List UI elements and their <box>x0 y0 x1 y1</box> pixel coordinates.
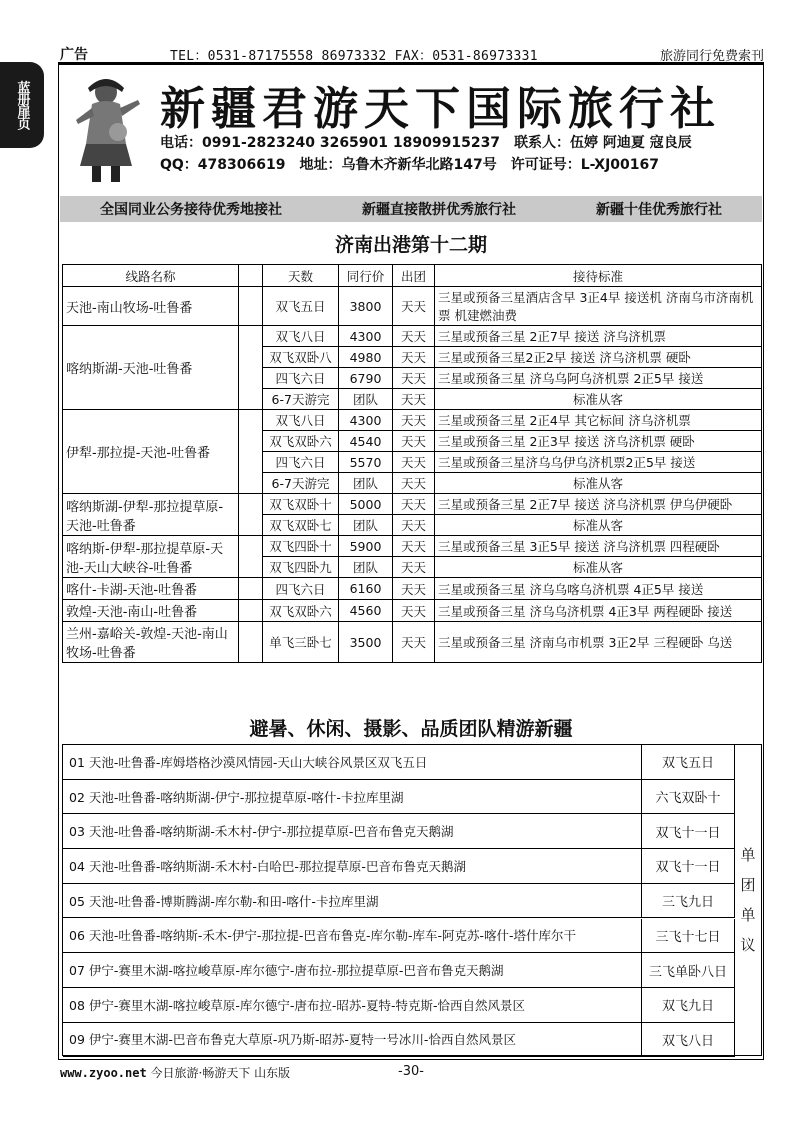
tour-list <box>62 744 762 1056</box>
route-name: 喀纳斯湖-天池-吐鲁番 <box>63 326 239 410</box>
license-number: 许可证号：L-XJ00167 <box>510 157 660 173</box>
tour-duration: 六飞双卧十 <box>641 780 735 815</box>
route-days: 四飞六日 <box>263 578 339 600</box>
route-standard: 三星或预备三星酒店含早 3正4早 接送机 济南乌市济南机票 机建燃油费 <box>435 287 762 326</box>
route-departure: 天天 <box>393 578 435 600</box>
route-days: 双飞八日 <box>263 410 339 431</box>
footer <box>60 1064 440 1081</box>
route-days: 双飞双卧六 <box>263 600 339 622</box>
top-bar <box>58 44 764 64</box>
route-standard: 标准从客 <box>435 389 762 410</box>
route-days: 双飞双卧七 <box>263 515 339 536</box>
route-table <box>62 264 762 663</box>
tour-note-char: 团 <box>740 876 756 894</box>
footer-tagline: 今日旅游·畅游天下 山东版 <box>150 1066 291 1080</box>
route-days: 6-7天游完 <box>263 389 339 410</box>
route-departure: 天天 <box>393 494 435 515</box>
contact-people: 联系人：伍婷 阿迪夏 寇良辰 <box>514 135 692 151</box>
table-row <box>63 578 762 600</box>
table-row <box>63 536 762 557</box>
company-header <box>60 66 762 192</box>
tour-duration: 三飞十七日 <box>641 919 735 954</box>
route-price: 团队 <box>339 473 393 494</box>
route-departure: 天天 <box>393 515 435 536</box>
tour-route: 07 伊宁-赛里木湖-喀拉峻草原-库尔德宁-唐布拉-那拉提草原-巴音布鲁克天鹅湖 <box>63 953 641 988</box>
route-blank-cell <box>239 536 263 578</box>
route-price: 团队 <box>339 389 393 410</box>
tour-route: 04 天池-吐鲁番-喀纳斯湖-禾木村-白哈巴-那拉提草原-巴音布鲁克天鹅湖 <box>63 849 641 884</box>
route-days: 6-7天游完 <box>263 473 339 494</box>
route-price: 6790 <box>339 368 393 389</box>
route-name: 喀什-卡湖-天池-吐鲁番 <box>63 578 239 600</box>
company-name: 新疆君游天下国际旅行社 <box>160 82 722 135</box>
route-standard: 三星或预备三星济乌乌伊乌济机票2正5早 接送 <box>435 452 762 473</box>
route-blank-cell <box>239 326 263 410</box>
table-header-row <box>63 265 762 287</box>
route-standard: 标准从客 <box>435 515 762 536</box>
tour-duration: 双飞十一日 <box>641 849 735 884</box>
route-departure: 天天 <box>393 431 435 452</box>
route-days: 单飞三卧七 <box>263 622 339 663</box>
route-name: 天池-南山牧场-吐鲁番 <box>63 287 239 326</box>
contact-line-2 <box>160 154 673 174</box>
route-standard: 三星或预备三星 2正3早 接送 济乌济机票 硬卧 <box>435 431 762 452</box>
tour-duration: 双飞五日 <box>641 745 735 780</box>
footer-url: www.zyoo.net <box>60 1066 147 1080</box>
route-blank-cell <box>239 287 263 326</box>
route-departure: 天天 <box>393 347 435 368</box>
route-days: 双飞双卧六 <box>263 431 339 452</box>
route-departure: 天天 <box>393 389 435 410</box>
route-blank-cell <box>239 410 263 494</box>
tour-duration: 三飞单卧八日 <box>641 953 735 988</box>
section-title-tours: 避暑、休闲、摄影、品质团队精游新疆 <box>249 718 573 740</box>
honor-item: 全国同业公务接待优秀地接社 <box>100 202 282 218</box>
route-price: 4540 <box>339 431 393 452</box>
qq-number: QQ：478306619 <box>160 157 286 173</box>
route-standard: 三星或预备三星 济乌乌阿乌济机票 2正5早 接送 <box>435 368 762 389</box>
route-price: 6160 <box>339 578 393 600</box>
section-title-jinan: 济南出港第十二期 <box>334 234 487 256</box>
route-standard: 三星或预备三星 2正7早 接送 济乌济机票 伊乌伊硬卧 <box>435 494 762 515</box>
tour-duration: 双飞八日 <box>641 1023 735 1058</box>
route-blank-cell <box>239 600 263 622</box>
route-name: 喀纳斯湖-伊犁-那拉提草原-天池-吐鲁番 <box>63 494 239 536</box>
side-tab: 蓝册扉页 <box>0 62 44 148</box>
free-copy-note: 旅游同行免费索刊 <box>659 49 764 64</box>
contact-line-1 <box>160 132 706 152</box>
table-row <box>63 287 762 326</box>
page-number: -30- <box>398 1064 424 1079</box>
route-standard: 三星或预备三星 济南乌市机票 3正2早 三程硬卧 乌送 <box>435 622 762 663</box>
route-days: 双飞五日 <box>263 287 339 326</box>
tour-duration: 双飞九日 <box>641 988 735 1023</box>
tour-route: 03 天池-吐鲁番-喀纳斯湖-禾木村-伊宁-那拉提草原-巴音布鲁克天鹅湖 <box>63 814 641 849</box>
address: 地址：乌鲁木齐新华北路147号 <box>299 157 497 173</box>
tour-note-char: 单 <box>740 846 756 864</box>
route-name: 伊犁-那拉提-天池-吐鲁番 <box>63 410 239 494</box>
route-departure: 天天 <box>393 600 435 622</box>
route-standard: 三星或预备三星 济乌乌济机票 4正3早 两程硬卧 接送 <box>435 600 762 622</box>
route-days: 双飞双卧十 <box>263 494 339 515</box>
route-price: 5570 <box>339 452 393 473</box>
tour-route: 05 天池-吐鲁番-博斯腾湖-库尔勒-和田-喀什-卡拉库里湖 <box>63 884 641 919</box>
route-price: 4300 <box>339 410 393 431</box>
dancer-illustration-icon <box>66 70 146 186</box>
route-blank-cell <box>239 494 263 536</box>
route-price: 5000 <box>339 494 393 515</box>
honors-band <box>60 196 762 222</box>
table-row <box>63 600 762 622</box>
route-blank-cell <box>239 622 263 663</box>
route-name: 敦煌-天池-南山-吐鲁番 <box>63 600 239 622</box>
route-price: 4980 <box>339 347 393 368</box>
tour-duration: 双飞十一日 <box>641 814 735 849</box>
header-blank <box>239 265 263 287</box>
route-standard: 三星或预备三星2正2早 接送 济乌济机票 硬卧 <box>435 347 762 368</box>
honor-item: 新疆十佳优秀旅行社 <box>596 202 722 218</box>
table-row <box>63 494 762 515</box>
route-days: 双飞双卧八 <box>263 347 339 368</box>
tour-route: 02 天池-吐鲁番-喀纳斯湖-伊宁-那拉提草原-喀什-卡拉库里湖 <box>63 780 641 815</box>
route-days: 双飞八日 <box>263 326 339 347</box>
tour-route: 06 天池-吐鲁番-喀纳斯-禾木-伊宁-那拉提-巴音布鲁克-库尔勒-库车-阿克苏-喀什-塔什库尔干 <box>63 919 641 954</box>
route-price: 团队 <box>339 557 393 578</box>
route-departure: 天天 <box>393 473 435 494</box>
tour-note <box>735 745 761 1055</box>
ad-label: 广告 <box>60 47 88 63</box>
route-name: 兰州-嘉峪关-敦煌-天池-南山牧场-吐鲁番 <box>63 622 239 663</box>
tel-fax-line: TEL：0531-87175558 86973332 FAX：0531-86973331 <box>170 49 538 64</box>
table-row <box>63 622 762 663</box>
route-price: 4300 <box>339 326 393 347</box>
route-departure: 天天 <box>393 326 435 347</box>
route-departure: 天天 <box>393 557 435 578</box>
route-standard: 三星或预备三星 济乌乌喀乌济机票 4正5早 接送 <box>435 578 762 600</box>
route-name: 喀纳斯-伊犁-那拉提草原-天池-天山大峡谷-吐鲁番 <box>63 536 239 578</box>
route-price: 4560 <box>339 600 393 622</box>
route-departure: 天天 <box>393 287 435 326</box>
route-standard: 标准从客 <box>435 473 762 494</box>
route-departure: 天天 <box>393 452 435 473</box>
route-days: 双飞四卧九 <box>263 557 339 578</box>
route-standard: 三星或预备三星 3正5早 接送 济乌济机票 四程硬卧 <box>435 536 762 557</box>
route-standard: 三星或预备三星 2正4早 其它标间 济乌济机票 <box>435 410 762 431</box>
route-departure: 天天 <box>393 622 435 663</box>
route-standard: 三星或预备三星 2正7早 接送 济乌济机票 <box>435 326 762 347</box>
header-price: 同行价 <box>339 265 393 287</box>
table-row <box>63 326 762 347</box>
header-dep: 出团 <box>393 265 435 287</box>
header-days: 天数 <box>263 265 339 287</box>
route-blank-cell <box>239 578 263 600</box>
route-price: 团队 <box>339 515 393 536</box>
tour-note-char: 议 <box>740 936 756 954</box>
tour-route: 08 伊宁-赛里木湖-喀拉峻草原-库尔德宁-唐布拉-昭苏-夏特-特克斯-恰西自然风景区 <box>63 988 641 1023</box>
route-price: 5900 <box>339 536 393 557</box>
route-departure: 天天 <box>393 410 435 431</box>
table-row <box>63 410 762 431</box>
route-price: 3500 <box>339 622 393 663</box>
tour-route: 09 伊宁-赛里木湖-巴音布鲁克大草原-巩乃斯-昭苏-夏特一号冰川-恰西自然风景区 <box>63 1023 641 1058</box>
route-days: 双飞四卧十 <box>263 536 339 557</box>
tour-route: 01 天池-吐鲁番-库姆塔格沙漠风情园-天山大峡谷风景区双飞五日 <box>63 745 641 780</box>
route-standard: 标准从客 <box>435 557 762 578</box>
honor-item: 新疆直接散拼优秀旅行社 <box>362 202 516 218</box>
route-departure: 天天 <box>393 368 435 389</box>
route-departure: 天天 <box>393 536 435 557</box>
tour-note-char: 单 <box>740 906 756 924</box>
route-days: 四飞六日 <box>263 368 339 389</box>
route-days: 四飞六日 <box>263 452 339 473</box>
route-price: 3800 <box>339 287 393 326</box>
phone-numbers: 电话：0991-2823240 3265901 18909915237 <box>160 135 501 151</box>
route-table-body <box>63 287 762 663</box>
tour-duration: 三飞九日 <box>641 884 735 919</box>
header-standard: 接待标准 <box>435 265 762 287</box>
header-route: 线路名称 <box>63 265 239 287</box>
